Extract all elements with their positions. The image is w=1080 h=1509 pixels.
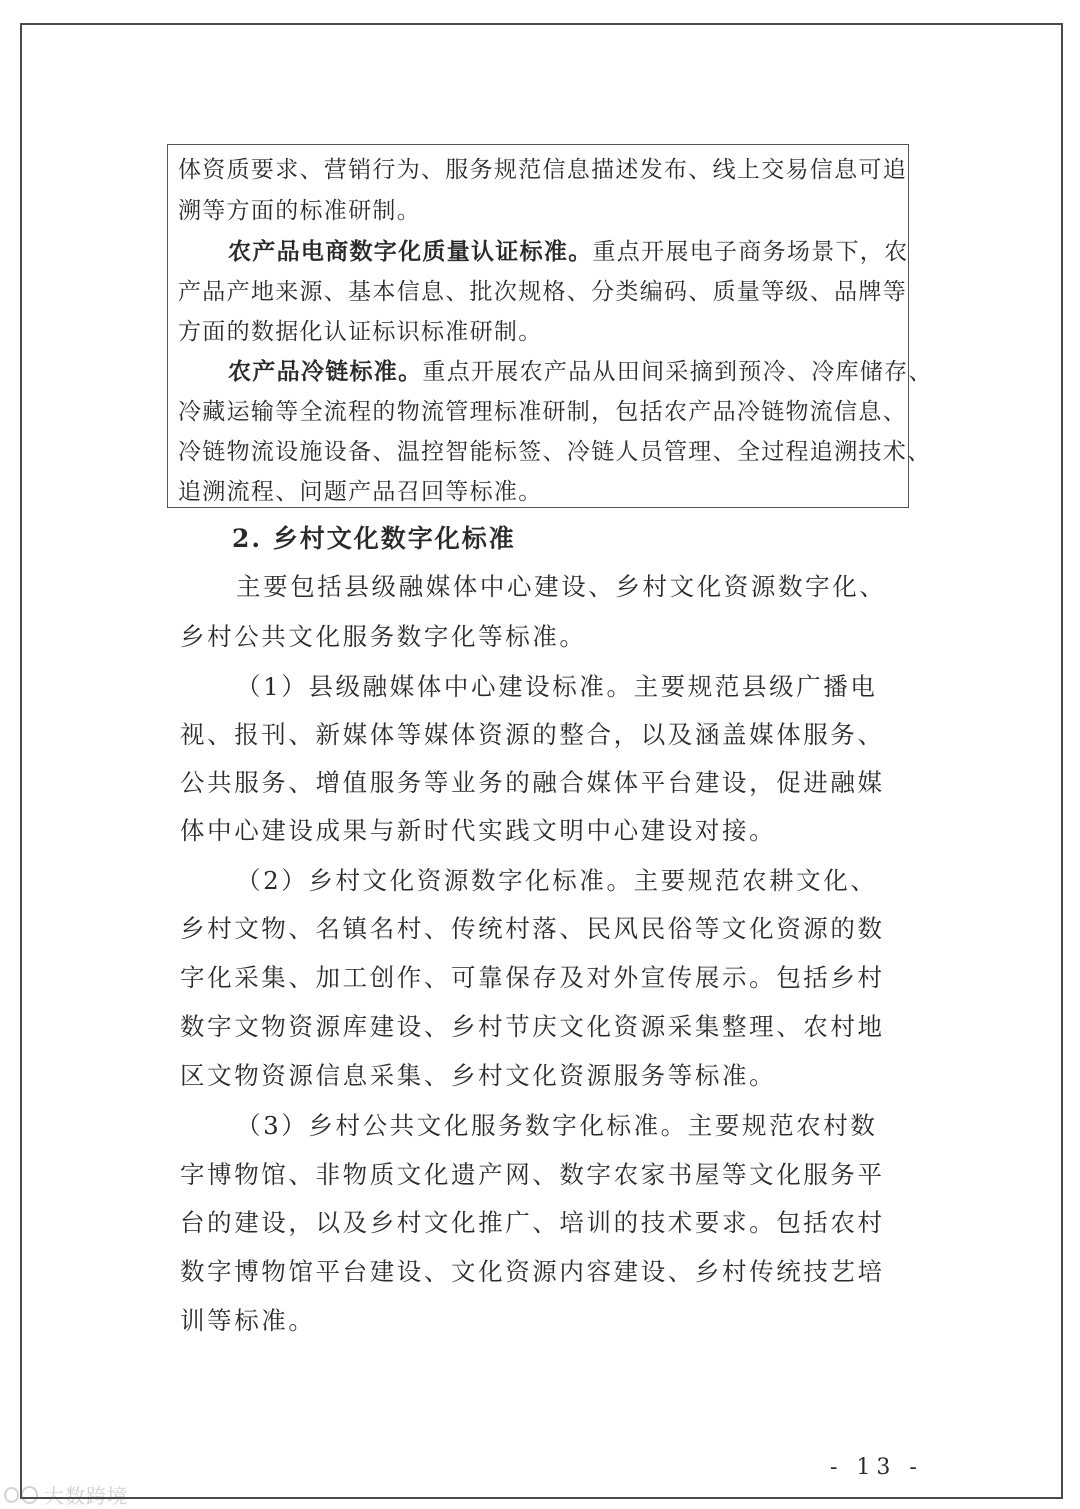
box-line-bold: 农产品冷链标准。 [228, 358, 423, 385]
box-line: 冷藏运输等全流程的物流管理标准研制，包括农产品冷链物流信息、 [178, 399, 907, 425]
body-line: 区文物资源信息采集、乡村文化资源服务等标准。 [180, 1061, 777, 1090]
body-line: 乡村公共文化服务数字化等标准。 [180, 622, 587, 651]
body-line: 字博物馆、非物质文化遗产网、数字农家书屋等文化服务平 [180, 1160, 885, 1189]
body-line: 数字博物馆平台建设、文化资源内容建设、乡村传统技艺培 [180, 1257, 885, 1286]
body-line: 主要包括县级融媒体中心建设、乡村文化资源数字化、 [236, 572, 887, 601]
body-line: 训等标准。 [180, 1306, 316, 1335]
body-line: 数字文物资源库建设、乡村节庆文化资源采集整理、农村地 [180, 1012, 885, 1041]
box-line: 追溯流程、问题产品召回等标准。 [178, 479, 543, 505]
body-line: 体中心建设成果与新时代实践文明中心建设对接。 [180, 816, 777, 845]
watermark [4, 1480, 128, 1509]
box-line: 农产品冷链标准。重点开展农产品从田间采摘到预冷、冷库储存、 [228, 358, 933, 385]
box-line: 体资质要求、营销行为、服务规范信息描述发布、线上交易信息可追 [178, 157, 907, 183]
section-heading: 2. 乡村文化数字化标准 [232, 524, 516, 553]
box-line: 产品产地来源、基本信息、批次规格、分类编码、质量等级、品牌等 [178, 279, 907, 305]
body-line: （1）县级融媒体中心建设标准。主要规范县级广播电 [236, 672, 878, 701]
body-line: 视、报刊、新媒体等媒体资源的整合，以及涵盖媒体服务、 [180, 720, 885, 749]
body-line: （2）乡村文化资源数字化标准。主要规范农耕文化、 [236, 866, 878, 895]
page-number: - 13 - [830, 1455, 923, 1480]
box-line-bold: 农产品电商数字化质量认证标准。 [228, 238, 593, 265]
body-line: 台的建设，以及乡村文化推广、培训的技术要求。包括农村 [180, 1208, 885, 1237]
body-line: 乡村文物、名镇名村、传统村落、民风民俗等文化资源的数 [180, 914, 885, 943]
body-line: 字化采集、加工创作、可靠保存及对外宣传展示。包括乡村 [180, 963, 885, 992]
wechat-logo-icon [4, 1485, 38, 1505]
body-line: 公共服务、增值服务等业务的融合媒体平台建设，促进融媒 [180, 768, 885, 797]
body-line: （3）乡村公共文化服务数字化标准。主要规范农村数 [236, 1111, 878, 1140]
box-line: 冷链物流设施设备、温控智能标签、冷链人员管理、全过程追溯技术、 [178, 439, 932, 465]
box-line: 农产品电商数字化质量认证标准。重点开展电子商务场景下，农 [228, 238, 909, 265]
watermark-text: 大数跨境 [44, 1484, 128, 1508]
box-line: 方面的数据化认证标识标准研制。 [178, 319, 543, 345]
box-line: 溯等方面的标准研制。 [178, 198, 421, 224]
